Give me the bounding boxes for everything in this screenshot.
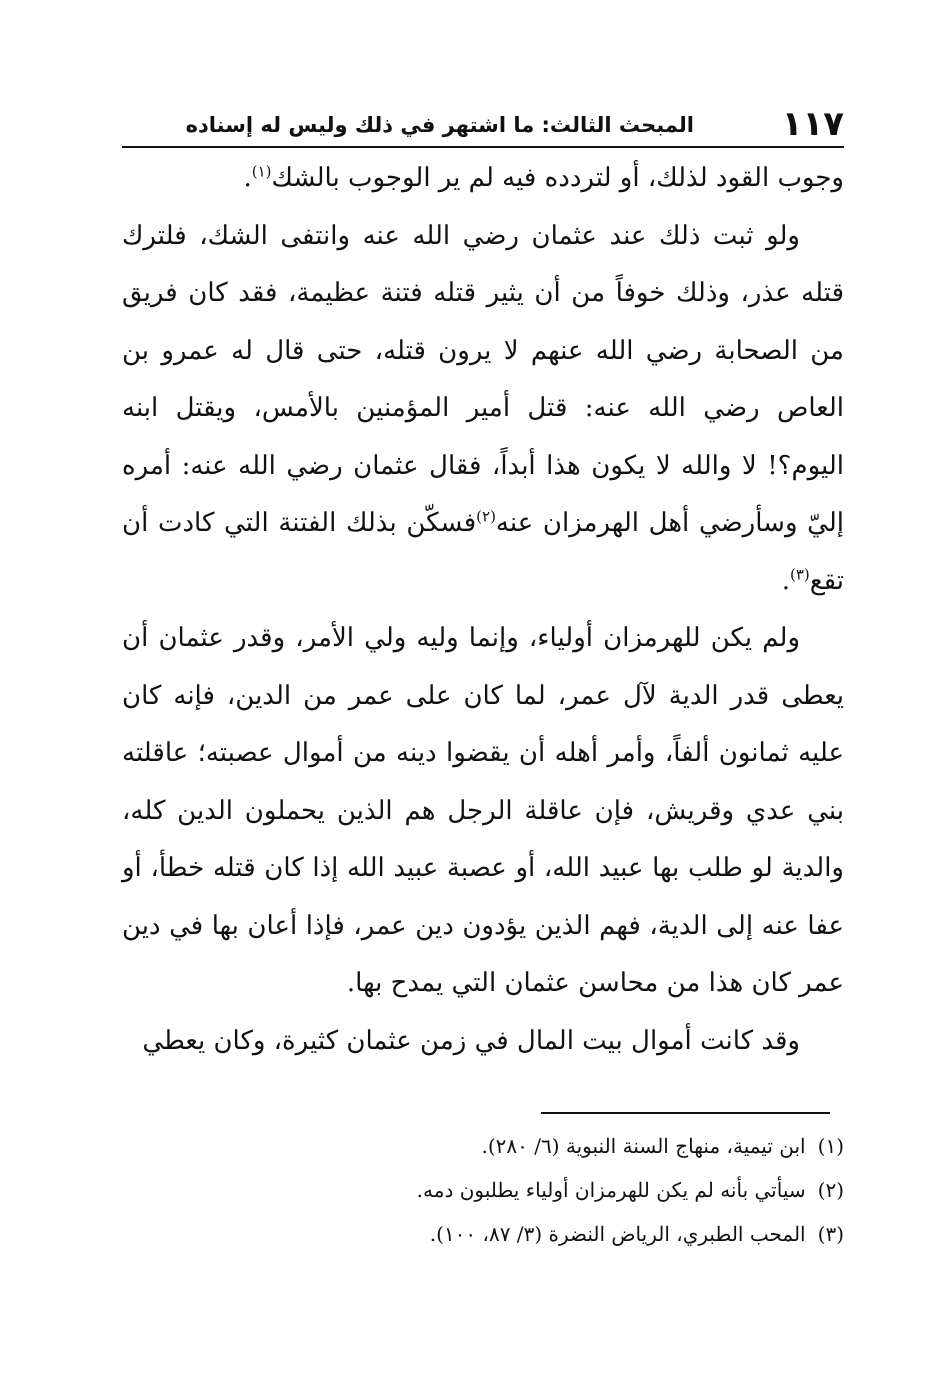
- footnote-text: ابن تيمية، منهاج السنة النبوية (٦/ ٢٨٠).: [481, 1134, 806, 1158]
- footnote-ref-2: (٢): [476, 507, 496, 526]
- page-header: [122, 100, 844, 148]
- footnote-text: المحب الطبري، الرياض النضرة (٣/ ٨٧، ١٠٠).: [429, 1222, 806, 1246]
- main-text: [122, 150, 844, 1070]
- page-number: ١١٧: [781, 104, 844, 144]
- paragraph-2: [122, 208, 844, 611]
- paragraph-2-end: .: [781, 565, 790, 596]
- footnote-number: (٣): [817, 1222, 844, 1246]
- footnote-number: (١): [817, 1134, 844, 1158]
- paragraph-1-end: .: [243, 163, 252, 193]
- paragraph-2-text: ولو ثبت ذلك عند عثمان رضي الله عنه وانتفى الشك، فلترك قتله عذر، وذلك خوفاً من أن يثير قتله فتنة عظيمة، فقد كان فريق من الصحابة رضي الله عنهم لا يرون قتله، حتى قال له عمرو بن العاص رضي الله عنه: قتل أمير المؤمنين بالأمس، ويقتل ابنه اليوم؟! لا والله لا يكون هذا أبداً، فقال عثمان رضي الله عنه: أمره إليّ وسأرضي أهل الهرمزان عنه: [122, 220, 844, 538]
- footnotes: [300, 1124, 844, 1256]
- footnote-text: سيأتي بأنه لم يكن للهرمزان أولياء يطلبون دمه.: [416, 1178, 806, 1202]
- paragraph-3: ولم يكن للهرمزان أولياء، وإنما وليه ولي الأمر، وقدر عثمان أن يعطى قدر الدية لآل عمر، لما كان على عمر من الدين، فإنه كان عليه ثمانون ألفاً، وأمر أهله أن يقضوا دينه من أموال عصبته؛ عاقلته بني عدي وقريش، فإن عاقلة الرجل هم الذين يحملون الدين كله، والدية لو طلب بها عبيد الله، أو عصبة عبيد الله إذا كان قتله خطأ، أو عفا عنه إلى الدية، فهم الذين يؤدون دين عمر، فإذا أعان بها في دين عمر كان هذا من محاسن عثمان التي يمدح بها.: [122, 623, 844, 998]
- footnote-ref-3: (٣): [789, 564, 810, 583]
- footnote-2: [300, 1168, 844, 1212]
- paragraph-2-text-cont: فسكّن بذلك الفتنة التي كادت أن تقع: [122, 508, 844, 596]
- footnote-separator: [541, 1112, 830, 1114]
- footnote-1: [300, 1124, 844, 1168]
- footnote-ref-1: (١): [251, 162, 272, 181]
- running-title: المبحث الثالث: ما اشتهر في ذلك وليس له إسناده: [185, 113, 694, 137]
- paragraph-1-text: وجوب القود لذلك، أو لتردده فيه لم ير الوجوب بالشك: [271, 163, 844, 193]
- paragraph-4: وقد كانت أموال بيت المال في زمن عثمان كثيرة، وكان يعطي: [142, 1025, 800, 1056]
- footnote-3: [300, 1212, 844, 1256]
- paragraph-1: [122, 150, 844, 208]
- footnote-number: (٢): [817, 1178, 844, 1202]
